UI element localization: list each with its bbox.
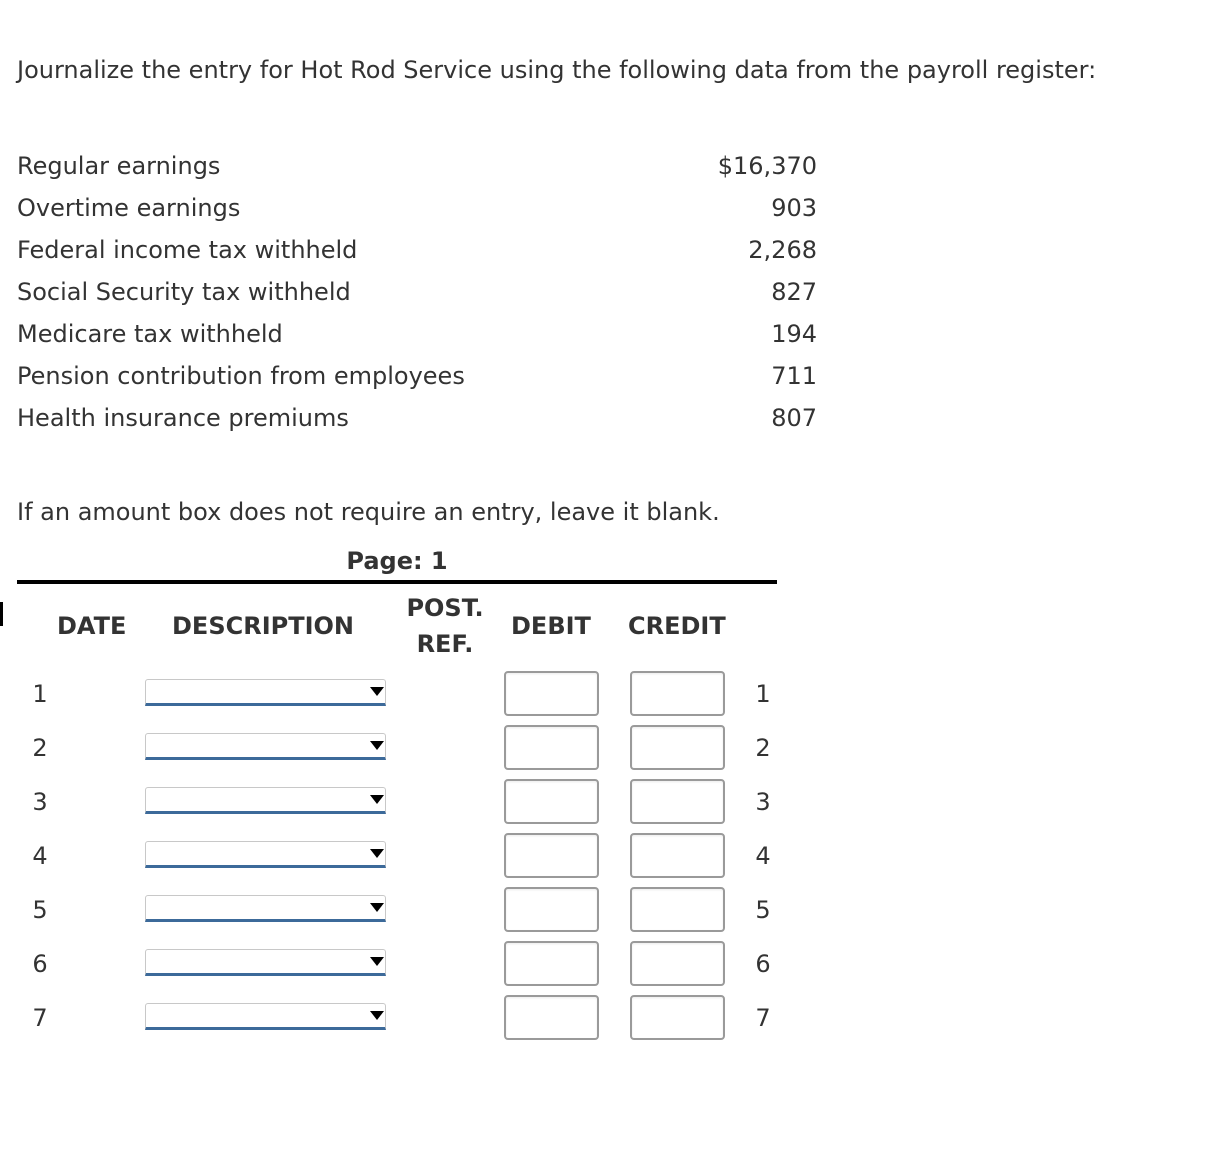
row-number-left: 2 [32, 734, 48, 762]
payroll-amount: 2,268 [748, 236, 817, 264]
payroll-row-regular-earnings [17, 152, 817, 182]
payroll-label: Federal income tax withheld [17, 236, 358, 264]
payroll-amount: 194 [771, 320, 817, 348]
col-header-post-ref [400, 590, 490, 662]
chevron-down-icon [370, 903, 384, 912]
payroll-row-federal-income-tax [17, 236, 817, 266]
payroll-label: Social Security tax withheld [17, 278, 351, 306]
debit-input[interactable] [504, 887, 599, 932]
row-number-right: 4 [755, 842, 771, 870]
credit-input[interactable] [630, 671, 725, 716]
credit-input[interactable] [630, 779, 725, 824]
credit-input[interactable] [630, 725, 725, 770]
chevron-down-icon [370, 687, 384, 696]
payroll-row-health-insurance [17, 404, 817, 434]
debit-input[interactable] [504, 671, 599, 716]
row-number-left: 6 [32, 950, 48, 978]
col-header-date: DATE [57, 612, 127, 640]
payroll-row-pension-contribution [17, 362, 817, 392]
credit-input[interactable] [630, 833, 725, 878]
payroll-label: Medicare tax withheld [17, 320, 283, 348]
left-edge-marker [0, 602, 3, 626]
payroll-label: Overtime earnings [17, 194, 241, 222]
debit-input[interactable] [504, 833, 599, 878]
description-select[interactable] [145, 1003, 386, 1030]
description-select[interactable] [145, 733, 386, 760]
row-number-right: 3 [755, 788, 771, 816]
instruction-text: Journalize the entry for Hot Rod Service using the following data from the payroll register: [17, 56, 1097, 84]
description-select[interactable] [145, 841, 386, 868]
description-select[interactable] [145, 895, 386, 922]
chevron-down-icon [370, 957, 384, 966]
debit-input[interactable] [504, 779, 599, 824]
journal-page-label: Page: 1 [346, 547, 448, 575]
debit-input[interactable] [504, 995, 599, 1040]
payroll-label: Health insurance premiums [17, 404, 349, 432]
payroll-amount: 827 [771, 278, 817, 306]
debit-input[interactable] [504, 725, 599, 770]
payroll-label: Pension contribution from employees [17, 362, 465, 390]
description-select[interactable] [145, 679, 386, 706]
row-number-right: 7 [755, 1004, 771, 1032]
chevron-down-icon [370, 1011, 384, 1020]
payroll-amount: 711 [771, 362, 817, 390]
row-number-right: 2 [755, 734, 771, 762]
payroll-row-overtime-earnings [17, 194, 817, 224]
row-number-left: 7 [32, 1004, 48, 1032]
payroll-row-social-security-tax [17, 278, 817, 308]
col-header-credit: CREDIT [628, 612, 726, 640]
blank-entry-note: If an amount box does not require an entry, leave it blank. [17, 498, 720, 526]
chevron-down-icon [370, 849, 384, 858]
col-header-post-ref-line2: REF. [416, 630, 474, 658]
payroll-amount: $16,370 [717, 152, 817, 180]
col-header-debit: DEBIT [511, 612, 591, 640]
chevron-down-icon [370, 741, 384, 750]
payroll-label: Regular earnings [17, 152, 221, 180]
row-number-left: 4 [32, 842, 48, 870]
payroll-amount: 807 [771, 404, 817, 432]
payroll-amount: 903 [771, 194, 817, 222]
credit-input[interactable] [630, 995, 725, 1040]
debit-input[interactable] [504, 941, 599, 986]
row-number-left: 5 [32, 896, 48, 924]
description-select[interactable] [145, 787, 386, 814]
chevron-down-icon [370, 795, 384, 804]
row-number-right: 6 [755, 950, 771, 978]
row-number-left: 3 [32, 788, 48, 816]
credit-input[interactable] [630, 887, 725, 932]
payroll-row-medicare-tax [17, 320, 817, 350]
description-select[interactable] [145, 949, 386, 976]
row-number-right: 1 [755, 680, 771, 708]
row-number-left: 1 [32, 680, 48, 708]
credit-input[interactable] [630, 941, 725, 986]
col-header-description: DESCRIPTION [172, 612, 355, 640]
row-number-right: 5 [755, 896, 771, 924]
journal-header-rule [17, 580, 777, 584]
col-header-post-ref-line1: POST. [406, 594, 484, 622]
